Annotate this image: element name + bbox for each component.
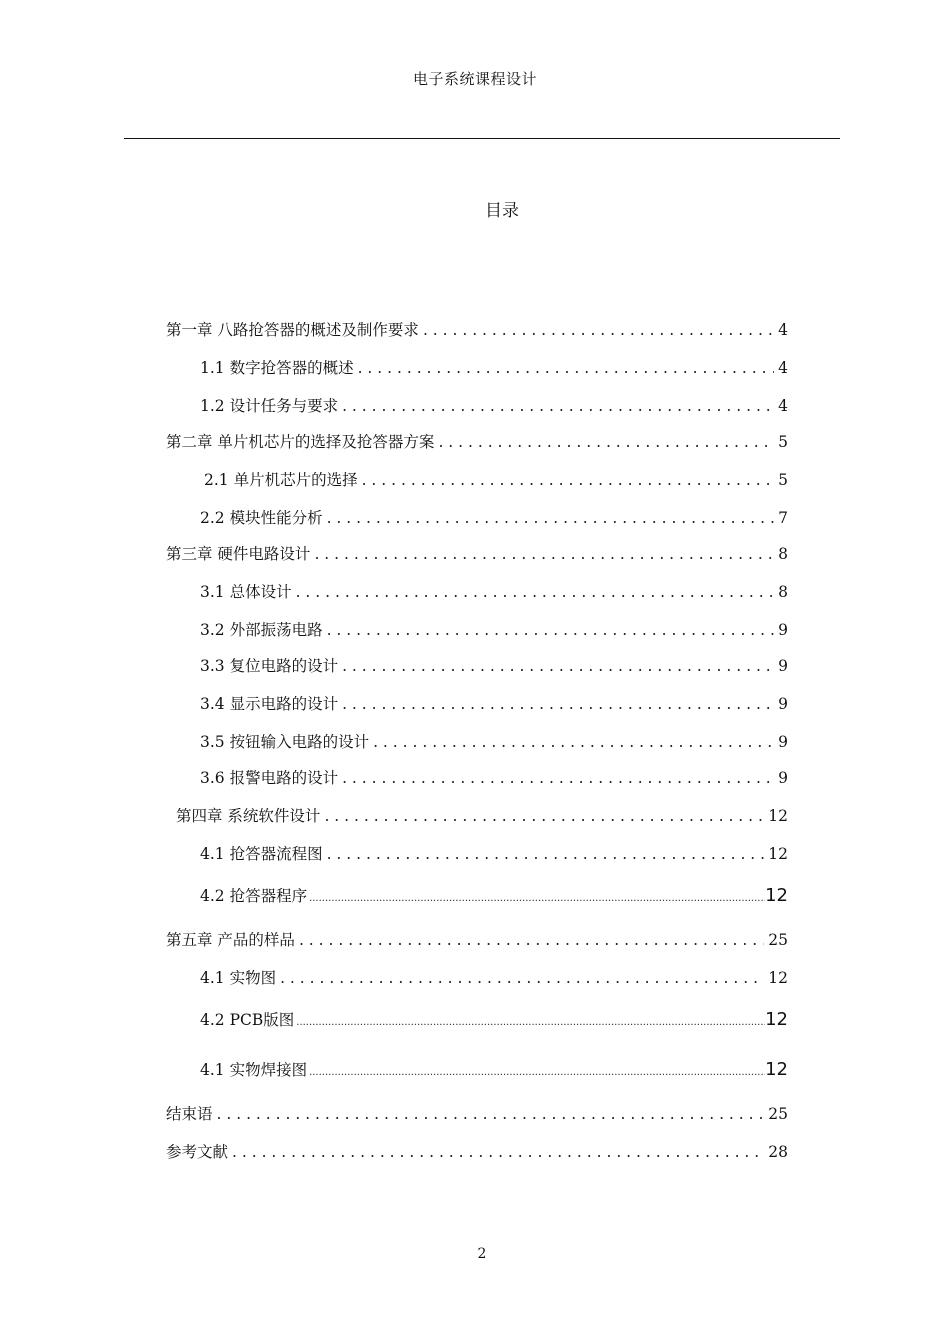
toc-entry-page: 12 [768,807,788,825]
toc-entry[interactable] [166,542,788,568]
toc-entry[interactable] [200,692,788,718]
toc-dot-leader [362,471,775,489]
toc-entry[interactable] [166,1140,788,1166]
toc-dot-leader [309,887,765,905]
toc-dot-leader [342,695,774,713]
toc-dot-leader [296,583,775,601]
toc-entry-page: 12 [765,885,788,906]
toc-entry-page: 12 [768,969,788,987]
toc-entry-label: 结束语 [166,1105,213,1123]
toc-entry-page: 12 [768,845,788,863]
toc-dot-leader [296,1011,765,1029]
toc-entry[interactable] [200,654,788,680]
toc-dot-leader [280,969,764,987]
toc-entry-label: 2.1 单片机芯片的选择 [204,471,358,489]
toc-entry-label: 4.2 PCB版图 [200,1011,295,1029]
toc-entry-label: 4.2 抢答器程序 [200,887,308,905]
toc-entry-label: 1.2 设计任务与要求 [200,397,339,415]
toc-entry[interactable] [176,804,788,830]
toc-entry-page: 12 [765,1009,788,1030]
toc-entry-label: 3.6 报警电路的设计 [200,769,339,787]
toc-entry[interactable] [200,1058,788,1084]
toc-entry-page: 5 [778,433,788,451]
toc-entry-label: 3.3 复位电路的设计 [200,657,339,675]
toc-dot-leader [217,1105,765,1123]
toc-entry-label: 第四章 系统软件设计 [176,807,321,825]
toc-dot-leader [342,397,774,415]
toc-entry-label: 4.1 抢答器流程图 [200,845,323,863]
toc-entry-label: 第三章 硬件电路设计 [166,545,311,563]
toc-entry-page: 4 [778,397,788,415]
toc-entry-label: 第五章 产品的样品 [166,931,295,949]
toc-dot-leader [232,1143,764,1161]
toc-entry-label: 4.1 实物焊接图 [200,1061,308,1079]
toc-entry-page: 4 [778,321,788,339]
toc-dot-leader [327,509,775,527]
toc-dot-leader [327,845,765,863]
toc-entry[interactable] [166,928,788,954]
toc-entry-label: 4.1 实物图 [200,969,277,987]
toc-dot-leader [299,931,764,949]
toc-entry-label: 2.2 模块性能分析 [200,509,323,527]
toc-entry[interactable] [166,430,788,456]
toc-entry-label: 参考文献 [166,1143,229,1161]
toc-entry[interactable] [204,468,788,494]
toc-entry-page: 9 [778,621,788,639]
toc-entry[interactable] [200,506,788,532]
toc-entry[interactable] [200,580,788,606]
toc-dot-leader [423,321,774,339]
toc-entry-page: 9 [778,769,788,787]
toc-entry-label: 3.2 外部振荡电路 [200,621,323,639]
toc-dot-leader [373,733,774,751]
toc-dot-leader [314,545,774,563]
toc-entry[interactable] [200,356,788,382]
toc-entry[interactable] [200,842,788,868]
toc-entry-page: 7 [778,509,788,527]
toc-entry-page: 9 [778,695,788,713]
toc-dot-leader [342,657,774,675]
toc-dot-leader [438,433,774,451]
toc-entry-page: 4 [778,359,788,377]
toc-entry-label: 第一章 八路抢答器的概述及制作要求 [166,321,419,339]
toc-entry[interactable] [200,618,788,644]
toc-dot-leader [309,1061,765,1079]
toc-dot-leader [327,621,775,639]
toc-entry-label: 3.1 总体设计 [200,583,292,601]
toc-entry-page: 25 [768,931,788,949]
page-header: 电子系统课程设计 [412,70,537,88]
toc-entry[interactable] [200,730,788,756]
toc-entry-page: 5 [778,471,788,489]
toc-entry[interactable] [200,1008,788,1034]
toc-entry-label: 3.4 显示电路的设计 [200,695,339,713]
toc-entry-page: 8 [778,583,788,601]
toc-dot-leader [324,807,764,825]
toc-title: 目录 [485,201,519,221]
toc-entry-page: 28 [768,1143,788,1161]
toc-entry[interactable] [200,884,788,910]
header-rule [124,138,840,139]
toc-entry-page: 25 [768,1105,788,1123]
toc-entry[interactable] [166,1102,788,1128]
toc-entry-label: 3.5 按钮输入电路的设计 [200,733,370,751]
toc-entry-label: 1.1 数字抢答器的概述 [200,359,354,377]
toc-dot-leader [342,769,774,787]
toc-entry[interactable] [200,394,788,420]
toc-dot-leader [358,359,775,377]
toc-entry-page: 8 [778,545,788,563]
toc-entry[interactable] [166,318,788,344]
toc-entry-label: 第二章 单片机芯片的选择及抢答器方案 [166,433,435,451]
toc-entry-page: 9 [778,733,788,751]
toc-entry-page: 12 [765,1059,788,1080]
toc-entry[interactable] [200,766,788,792]
toc-entry-page: 9 [778,657,788,675]
toc-entry[interactable] [200,966,788,992]
page-number: 2 [477,1246,487,1262]
